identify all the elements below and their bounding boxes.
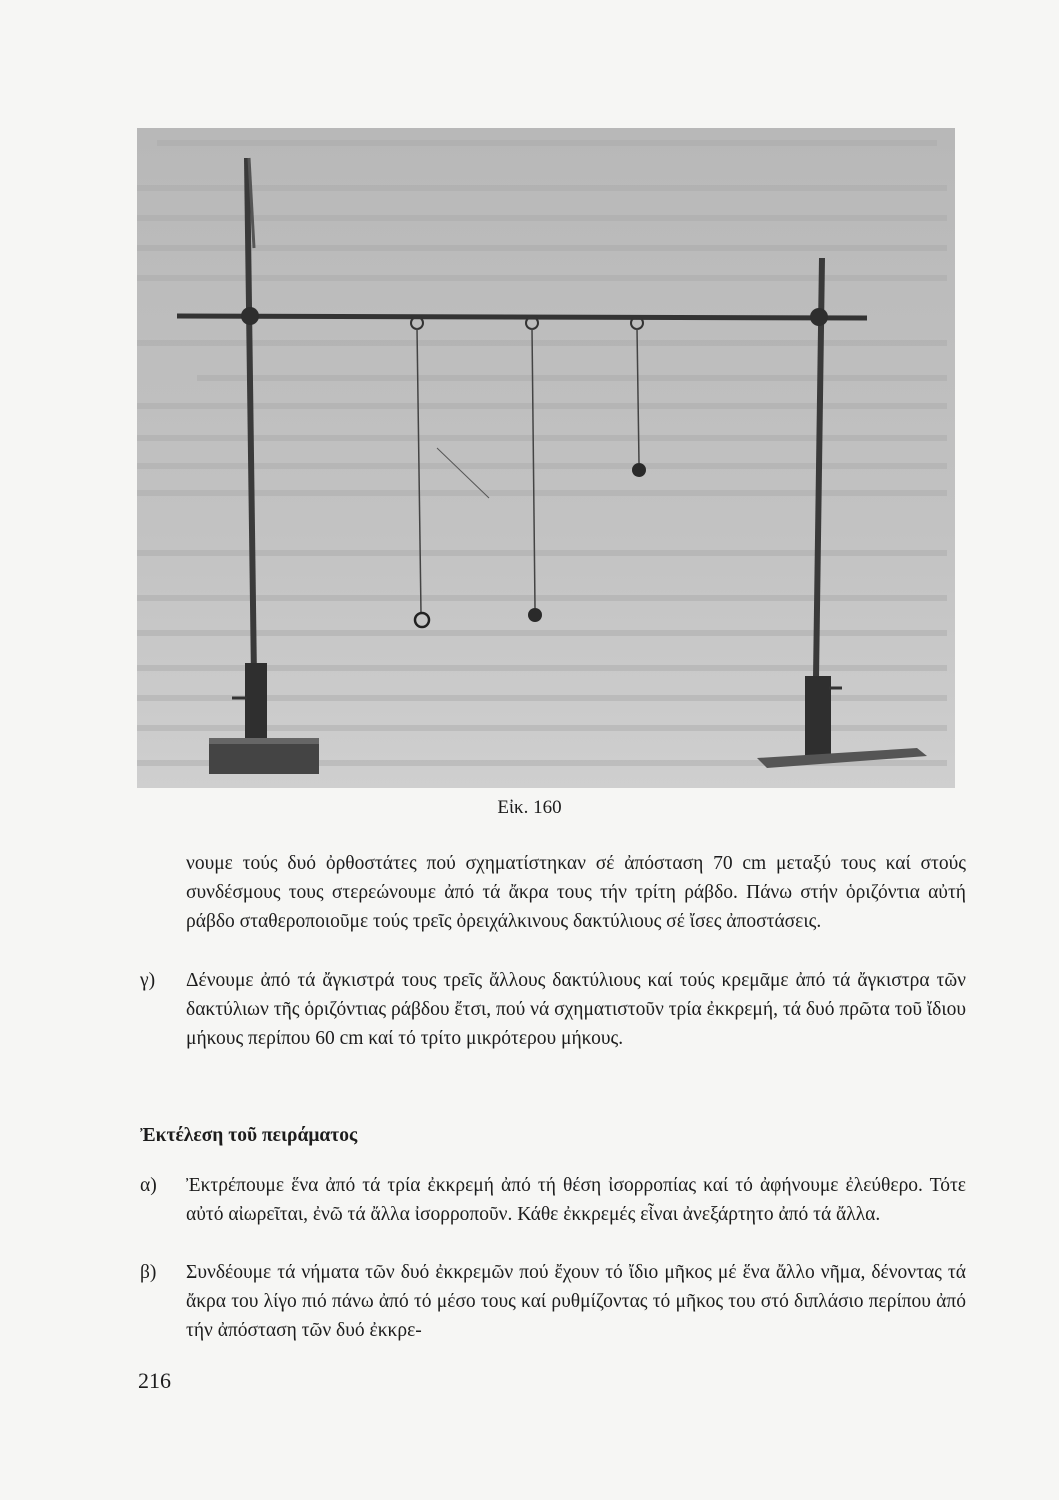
list-marker: β) [140, 1262, 157, 1283]
list-item-gamma [140, 966, 966, 1053]
pendulum-apparatus-illustration [137, 128, 955, 788]
figure-caption: Εἰκ. 160 [497, 797, 562, 818]
list-item-text: Δένουμε ἀπό τά ἄγκιστρά τους τρεῖς ἄλλους δακτύλιους καί τούς κρεμᾶμε ἀπό τά ἄγκιστρα τῶν δακτύλιων τῆς ὁριζόντιας ράβδου ἔτσι, πού νά σχηματιστοῦν τρία ἐκκρεμή, τά δυό πρῶτα τοῦ ἴδιου μήκους περίπου 60 cm καί τό τρίτο μικρότερου μήκους. [186, 970, 966, 1049]
page-number: 216 [138, 1368, 171, 1393]
paragraph-continuation: νουμε τούς δυό ὀρθοστάτες πού σχηματίστηκαν σέ ἀπόσταση 70 cm μεταξύ τους καί στούς συνδέσμους τους στερεώνουμε ἀπό τά ἄκρα τους τήν τρίτη ράβδο. Πάνω στήν ὁριζόντια αὐτή ράβδο σταθεροποιοῦμε τούς τρεῖς ὀρειχάλκινους δακτύλιους σέ ἴσες ἀποστάσεις. [186, 853, 966, 932]
figure-photo [137, 128, 955, 788]
list-marker: γ) [140, 970, 156, 991]
list-item-text: Συνδέουμε τά νήματα τῶν δυό ἐκκρεμῶν πού ἔχουν τό ἴδιο μῆκος μέ ἕνα ἄλλο νῆμα, δένοντας τά ἄκρα του λίγο πιό πάνω ἀπό τό μέσο τους καί ρυθμίζοντας τό μῆκος του στό διπλάσιο περίπου ἀπό τήν ἀπόσταση τῶν δυό ἐκκρε- [186, 1262, 966, 1341]
list-marker: α) [140, 1175, 157, 1196]
list-item-beta [140, 1258, 966, 1345]
list-item-alpha [140, 1171, 966, 1229]
section-heading: Ἐκτέλεση τοῦ πειράματος [140, 1125, 358, 1146]
list-item-text: Ἐκτρέπουμε ἕνα ἀπό τά τρία ἐκκρεμή ἀπό τή θέση ἰσορροπίας καί τό ἀφήνουμε ἐλεύθερο. Τότε αὐτό αἰωρεῖται, ἐνῶ τά ἄλλα ἰσορροποῦν. Κάθε ἐκκρεμές εἶναι ἀνεξάρτητο ἀπό τά ἄλλα. [186, 1175, 966, 1225]
